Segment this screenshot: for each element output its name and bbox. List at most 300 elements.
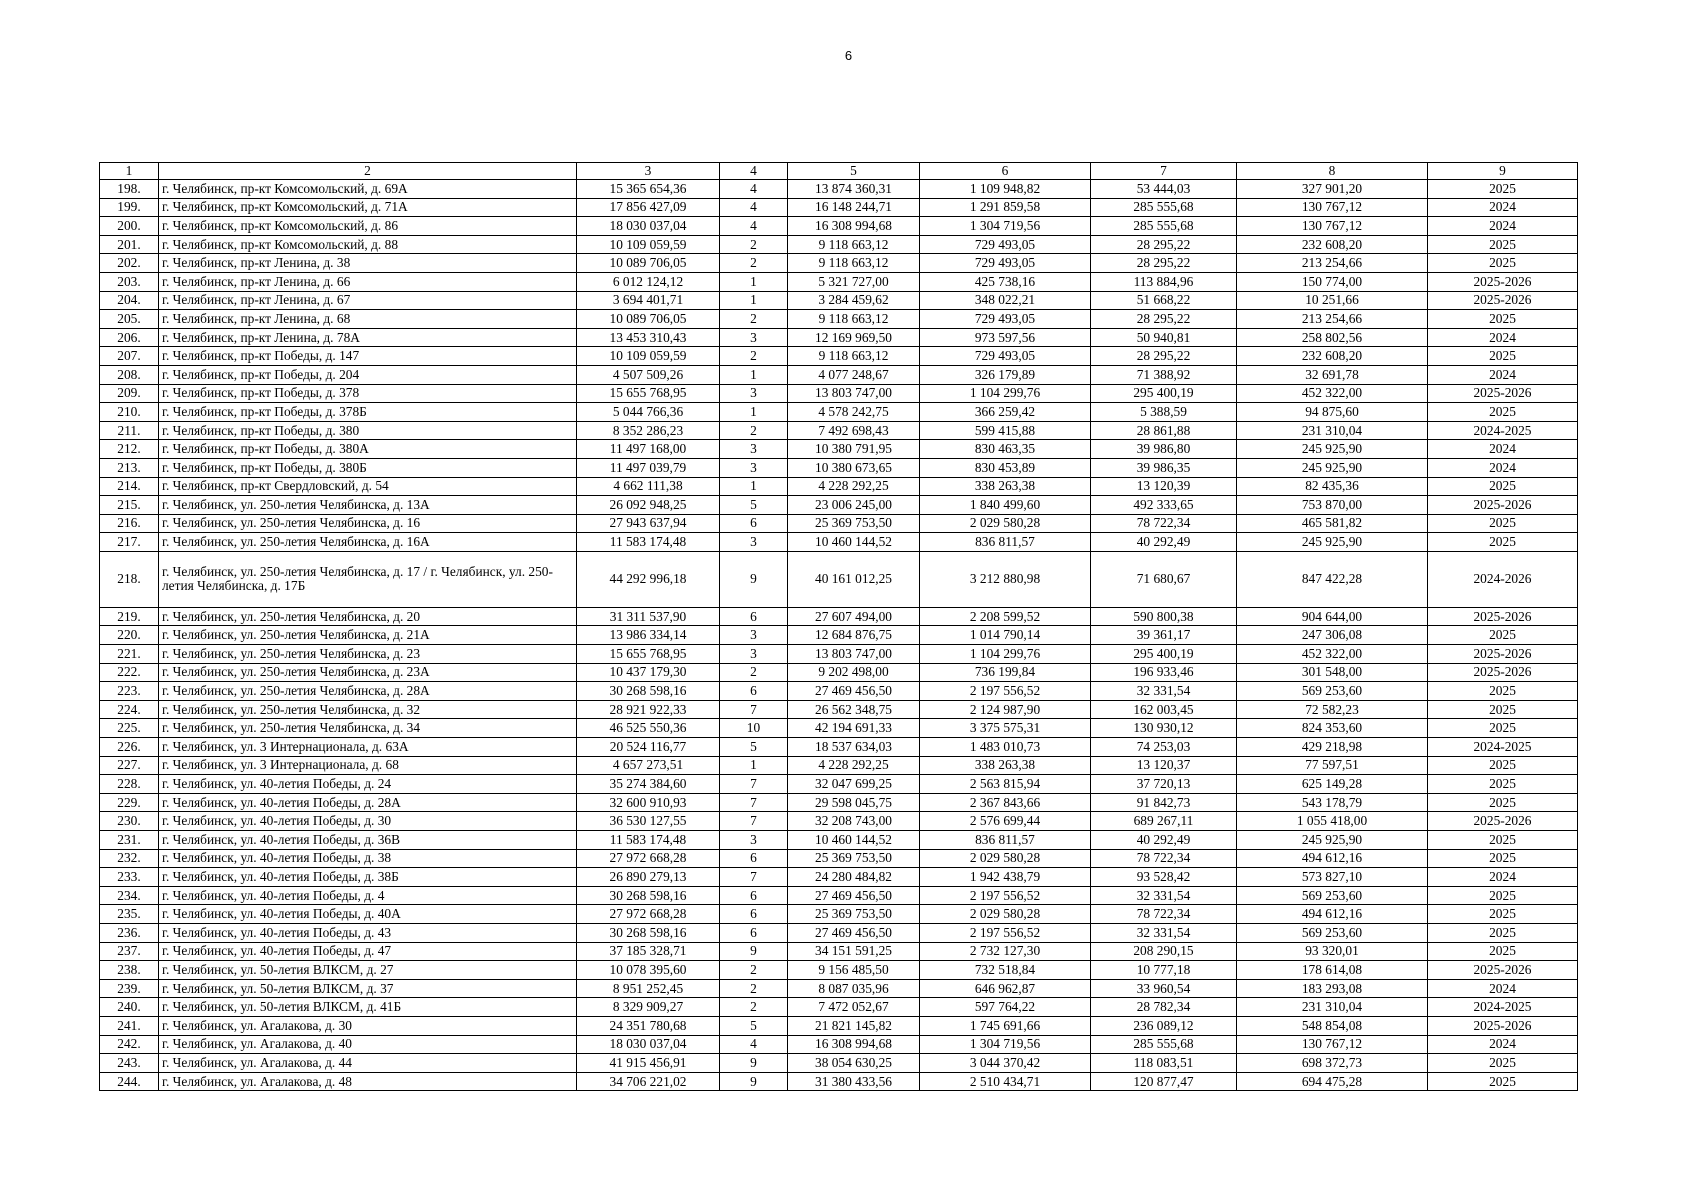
table-cell: 30 268 598,16	[577, 923, 720, 942]
table-cell: 689 267,11	[1091, 812, 1237, 831]
table-cell: 2024	[1428, 198, 1578, 217]
table-row	[100, 886, 1578, 905]
table-cell: 3	[720, 440, 788, 459]
table-cell: 2025	[1428, 793, 1578, 812]
table-cell: г. Челябинск, ул. 250-летия Челябинска, д. 28А	[159, 682, 577, 701]
table-cell: 338 263,38	[920, 756, 1091, 775]
table-cell: г. Челябинск, пр-кт Ленина, д. 68	[159, 310, 577, 329]
table-cell: г. Челябинск, ул. 40-летия Победы, д. 4	[159, 886, 577, 905]
table-cell: г. Челябинск, ул. Агалакова, д. 40	[159, 1035, 577, 1054]
table-cell: 5	[720, 1016, 788, 1035]
table-cell: 78 722,34	[1091, 514, 1237, 533]
table-cell: 2025	[1428, 533, 1578, 552]
table-cell: 39 986,35	[1091, 458, 1237, 477]
table-row	[100, 1035, 1578, 1054]
table-cell: 30 268 598,16	[577, 886, 720, 905]
table-cell: 10 089 706,05	[577, 310, 720, 329]
table-cell: г. Челябинск, пр-кт Ленина, д. 67	[159, 291, 577, 310]
table-row	[100, 719, 1578, 738]
table-cell: 4 578 242,75	[788, 403, 920, 422]
table-cell: 2025	[1428, 849, 1578, 868]
column-number-cell: 3	[577, 163, 720, 180]
table-row	[100, 756, 1578, 775]
table-cell: 231 310,04	[1237, 998, 1428, 1017]
table-cell: 15 655 768,95	[577, 645, 720, 664]
table-cell: г. Челябинск, пр-кт Комсомольский, д. 88	[159, 235, 577, 254]
table-cell: 2025	[1428, 942, 1578, 961]
table-cell: 830 463,35	[920, 440, 1091, 459]
table-cell: 28 295,22	[1091, 235, 1237, 254]
table-cell: 32 208 743,00	[788, 812, 920, 831]
table-cell: г. Челябинск, ул. 250-летия Челябинска, д. 32	[159, 700, 577, 719]
table-cell: 10 089 706,05	[577, 254, 720, 273]
table-cell: 2 563 815,94	[920, 775, 1091, 794]
table-cell: 2025	[1428, 235, 1578, 254]
table-row	[100, 923, 1578, 942]
table-cell: 2024	[1428, 868, 1578, 887]
table-cell: 2	[720, 235, 788, 254]
table-cell: 10 380 673,65	[788, 458, 920, 477]
table-cell: 2	[720, 421, 788, 440]
table-cell: 729 493,05	[920, 310, 1091, 329]
table-cell: 208 290,15	[1091, 942, 1237, 961]
table-cell: 245 925,90	[1237, 831, 1428, 850]
table-cell: 226.	[100, 738, 159, 757]
table-cell: 238.	[100, 961, 159, 980]
table-cell: 2024	[1428, 1035, 1578, 1054]
table-cell: г. Челябинск, ул. 40-летия Победы, д. 30	[159, 812, 577, 831]
table-cell: 2025	[1428, 310, 1578, 329]
table-cell: г. Челябинск, ул. 40-летия Победы, д. 47	[159, 942, 577, 961]
table-cell: 28 921 922,33	[577, 700, 720, 719]
table-cell: 2025	[1428, 403, 1578, 422]
table-cell: 904 644,00	[1237, 607, 1428, 626]
table-cell: 2024-2025	[1428, 738, 1578, 757]
table-row	[100, 1016, 1578, 1035]
table-cell: 2	[720, 979, 788, 998]
table-cell: 2025	[1428, 254, 1578, 273]
table-cell: 237.	[100, 942, 159, 961]
table-cell: г. Челябинск, ул. 250-летия Челябинска, д. 16А	[159, 533, 577, 552]
table-cell: 130 767,12	[1237, 198, 1428, 217]
table-cell: г. Челябинск, пр-кт Комсомольский, д. 86	[159, 217, 577, 236]
table-cell: 543 178,79	[1237, 793, 1428, 812]
table-cell: 10 109 059,59	[577, 347, 720, 366]
table-cell: 224.	[100, 700, 159, 719]
table-cell: 452 322,00	[1237, 384, 1428, 403]
table-row	[100, 942, 1578, 961]
table-cell: 32 691,78	[1237, 365, 1428, 384]
table-cell: 9 202 498,00	[788, 663, 920, 682]
table-cell: г. Челябинск, пр-кт Ленина, д. 66	[159, 272, 577, 291]
table-cell: 285 555,68	[1091, 1035, 1237, 1054]
table-cell: 569 253,60	[1237, 682, 1428, 701]
table-cell: 9	[720, 551, 788, 607]
table-cell: г. Челябинск, пр-кт Ленина, д. 78А	[159, 328, 577, 347]
table-cell: 223.	[100, 682, 159, 701]
table-cell: 3 694 401,71	[577, 291, 720, 310]
table-cell: 214.	[100, 477, 159, 496]
table-cell: 4	[720, 180, 788, 199]
table-cell: 6 012 124,12	[577, 272, 720, 291]
table-cell: 207.	[100, 347, 159, 366]
table-cell: 200.	[100, 217, 159, 236]
table-cell: 28 295,22	[1091, 254, 1237, 273]
table-cell: 32 331,54	[1091, 886, 1237, 905]
table-cell: 204.	[100, 291, 159, 310]
table-row	[100, 849, 1578, 868]
table-cell: 6	[720, 886, 788, 905]
table-cell: 2025	[1428, 719, 1578, 738]
table-cell: 29 598 045,75	[788, 793, 920, 812]
table-cell: 26 092 948,25	[577, 496, 720, 515]
table-cell: 27 943 637,94	[577, 514, 720, 533]
column-number-cell: 8	[1237, 163, 1428, 180]
table-cell: 244.	[100, 1072, 159, 1091]
table-cell: 2024	[1428, 328, 1578, 347]
table-cell: 93 320,01	[1237, 942, 1428, 961]
table-cell: 20 524 116,77	[577, 738, 720, 757]
table-cell: 4	[720, 198, 788, 217]
table-cell: 27 469 456,50	[788, 886, 920, 905]
table-cell: 3	[720, 533, 788, 552]
table-cell: г. Челябинск, пр-кт Комсомольский, д. 69А	[159, 180, 577, 199]
table-cell: 13 120,39	[1091, 477, 1237, 496]
table-row	[100, 812, 1578, 831]
table-cell: 694 475,28	[1237, 1072, 1428, 1091]
table-cell: 7	[720, 812, 788, 831]
table-cell: 32 600 910,93	[577, 793, 720, 812]
table-cell: 2 732 127,30	[920, 942, 1091, 961]
table-cell: 21 821 145,82	[788, 1016, 920, 1035]
table-cell: 25 369 753,50	[788, 905, 920, 924]
table-cell: 213.	[100, 458, 159, 477]
table-cell: 27 972 668,28	[577, 905, 720, 924]
column-number-cell: 4	[720, 163, 788, 180]
table-cell: 3	[720, 645, 788, 664]
table-row	[100, 458, 1578, 477]
table-cell: 732 518,84	[920, 961, 1091, 980]
table-cell: 236.	[100, 923, 159, 942]
table-cell: 2 029 580,28	[920, 849, 1091, 868]
table-cell: 11 583 174,48	[577, 831, 720, 850]
column-number-cell: 6	[920, 163, 1091, 180]
table-cell: 211.	[100, 421, 159, 440]
table-cell: 569 253,60	[1237, 886, 1428, 905]
table-cell: г. Челябинск, ул. 250-летия Челябинска, д. 23	[159, 645, 577, 664]
table-cell: г. Челябинск, пр-кт Комсомольский, д. 71А	[159, 198, 577, 217]
table-cell: 222.	[100, 663, 159, 682]
table-cell: 130 767,12	[1237, 217, 1428, 236]
table-row	[100, 272, 1578, 291]
table-cell: 1 055 418,00	[1237, 812, 1428, 831]
table-cell: 3 212 880,98	[920, 551, 1091, 607]
table-cell: 2025-2026	[1428, 496, 1578, 515]
table-cell: 9	[720, 1054, 788, 1073]
table-cell: 220.	[100, 626, 159, 645]
table-cell: 2 208 599,52	[920, 607, 1091, 626]
table-cell: 1 304 719,56	[920, 217, 1091, 236]
table-cell: 53 444,03	[1091, 180, 1237, 199]
table-cell: 698 372,73	[1237, 1054, 1428, 1073]
table-cell: 15 365 654,36	[577, 180, 720, 199]
table-cell: 4	[720, 217, 788, 236]
table-cell: 247 306,08	[1237, 626, 1428, 645]
table-cell: 9	[720, 1072, 788, 1091]
table-cell: 196 933,46	[1091, 663, 1237, 682]
table-cell: 231.	[100, 831, 159, 850]
table-cell: 729 493,05	[920, 347, 1091, 366]
table-cell: 9	[720, 942, 788, 961]
table-cell: г. Челябинск, ул. 40-летия Победы, д. 28А	[159, 793, 577, 812]
table-cell: 9 118 663,12	[788, 347, 920, 366]
table-row	[100, 645, 1578, 664]
registry-table	[99, 162, 1578, 1091]
table-row	[100, 738, 1578, 757]
column-number-cell: 5	[788, 163, 920, 180]
table-cell: 44 292 996,18	[577, 551, 720, 607]
table-cell: г. Челябинск, ул. 50-летия ВЛКСМ, д. 27	[159, 961, 577, 980]
table-row	[100, 607, 1578, 626]
table-cell: 6	[720, 607, 788, 626]
table-cell: 16 308 994,68	[788, 217, 920, 236]
table-cell: 836 811,57	[920, 831, 1091, 850]
table-row	[100, 682, 1578, 701]
table-cell: 213 254,66	[1237, 254, 1428, 273]
table-cell: 295 400,19	[1091, 645, 1237, 664]
table-cell: 2025	[1428, 905, 1578, 924]
table-cell: 973 597,56	[920, 328, 1091, 347]
table-cell: 11 497 168,00	[577, 440, 720, 459]
table-cell: 1 104 299,76	[920, 645, 1091, 664]
table-cell: 78 722,34	[1091, 849, 1237, 868]
table-cell: 1	[720, 291, 788, 310]
table-cell: 2024-2026	[1428, 551, 1578, 607]
column-number-cell: 9	[1428, 163, 1578, 180]
table-cell: 3	[720, 458, 788, 477]
table-row	[100, 514, 1578, 533]
table-cell: 7	[720, 793, 788, 812]
table-cell: 16 308 994,68	[788, 1035, 920, 1054]
table-cell: 2	[720, 961, 788, 980]
table-row	[100, 700, 1578, 719]
table-cell: г. Челябинск, ул. 250-летия Челябинска, д. 16	[159, 514, 577, 533]
table-cell: 31 380 433,56	[788, 1072, 920, 1091]
column-number-cell: 1	[100, 163, 159, 180]
table-cell: 41 915 456,91	[577, 1054, 720, 1073]
table-cell: г. Челябинск, пр-кт Победы, д. 380А	[159, 440, 577, 459]
table-cell: г. Челябинск, пр-кт Победы, д. 380	[159, 421, 577, 440]
table-cell: г. Челябинск, ул. 250-летия Челябинска, д. 34	[159, 719, 577, 738]
table-cell: 13 453 310,43	[577, 328, 720, 347]
table-row	[100, 663, 1578, 682]
table-cell: 9 118 663,12	[788, 235, 920, 254]
table-row	[100, 421, 1578, 440]
table-cell: 2	[720, 347, 788, 366]
table-cell: 34 706 221,02	[577, 1072, 720, 1091]
table-cell: 94 875,60	[1237, 403, 1428, 422]
table-cell: 71 680,67	[1091, 551, 1237, 607]
table-cell: 3	[720, 328, 788, 347]
table-cell: г. Челябинск, ул. 40-летия Победы, д. 24	[159, 775, 577, 794]
table-cell: г. Челябинск, пр-кт Победы, д. 378Б	[159, 403, 577, 422]
column-number-cell: 2	[159, 163, 577, 180]
table-cell: 366 259,42	[920, 403, 1091, 422]
table-cell: 6	[720, 682, 788, 701]
table-cell: 1 483 010,73	[920, 738, 1091, 757]
table-cell: 8 087 035,96	[788, 979, 920, 998]
table-cell: 221.	[100, 645, 159, 664]
table-cell: 241.	[100, 1016, 159, 1035]
table-cell: 234.	[100, 886, 159, 905]
table-cell: 1 304 719,56	[920, 1035, 1091, 1054]
table-cell: 10 460 144,52	[788, 831, 920, 850]
table-cell: 6	[720, 514, 788, 533]
table-cell: 6	[720, 905, 788, 924]
table-cell: 232 608,20	[1237, 235, 1428, 254]
table-cell: 625 149,28	[1237, 775, 1428, 794]
table-cell: 5	[720, 738, 788, 757]
table-row	[100, 328, 1578, 347]
table-cell: 130 930,12	[1091, 719, 1237, 738]
table-cell: 9 118 663,12	[788, 310, 920, 329]
table-cell: 2	[720, 663, 788, 682]
table-cell: 3	[720, 626, 788, 645]
table-cell: 31 311 537,90	[577, 607, 720, 626]
table-cell: 258 802,56	[1237, 328, 1428, 347]
table-row	[100, 198, 1578, 217]
table-cell: 16 148 244,71	[788, 198, 920, 217]
table-cell: 232.	[100, 849, 159, 868]
table-cell: г. Челябинск, пр-кт Победы, д. 204	[159, 365, 577, 384]
table-cell: 736 199,84	[920, 663, 1091, 682]
table-cell: 7	[720, 700, 788, 719]
table-cell: 4 228 292,25	[788, 756, 920, 775]
table-cell: 3 284 459,62	[788, 291, 920, 310]
table-cell: 10 460 144,52	[788, 533, 920, 552]
table-cell: 7 472 052,67	[788, 998, 920, 1017]
table-cell: 2025-2026	[1428, 645, 1578, 664]
table-cell: 5 321 727,00	[788, 272, 920, 291]
table-cell: 2	[720, 998, 788, 1017]
table-cell: 2024	[1428, 365, 1578, 384]
table-cell: 2025-2026	[1428, 384, 1578, 403]
table-cell: 2025	[1428, 514, 1578, 533]
table-cell: 301 548,00	[1237, 663, 1428, 682]
table-cell: 35 274 384,60	[577, 775, 720, 794]
table-cell: 2025	[1428, 923, 1578, 942]
table-cell: 27 469 456,50	[788, 923, 920, 942]
table-cell: 218.	[100, 551, 159, 607]
table-cell: 494 612,16	[1237, 905, 1428, 924]
table-row	[100, 291, 1578, 310]
table-cell: 2 029 580,28	[920, 514, 1091, 533]
table-cell: 285 555,68	[1091, 217, 1237, 236]
table-cell: 24 280 484,82	[788, 868, 920, 887]
table-cell: 7 492 698,43	[788, 421, 920, 440]
table-cell: 213 254,66	[1237, 310, 1428, 329]
table-row	[100, 905, 1578, 924]
table-cell: 4 657 273,51	[577, 756, 720, 775]
table-cell: 11 497 039,79	[577, 458, 720, 477]
table-cell: 212.	[100, 440, 159, 459]
table-cell: 2024	[1428, 458, 1578, 477]
table-cell: 5 044 766,36	[577, 403, 720, 422]
table-cell: 12 684 876,75	[788, 626, 920, 645]
table-cell: 10 437 179,30	[577, 663, 720, 682]
table-cell: 13 803 747,00	[788, 645, 920, 664]
table-cell: 72 582,23	[1237, 700, 1428, 719]
table-cell: 13 874 360,31	[788, 180, 920, 199]
table-cell: 7	[720, 775, 788, 794]
table-cell: 2 510 434,71	[920, 1072, 1091, 1091]
table-row	[100, 533, 1578, 552]
table-cell: 15 655 768,95	[577, 384, 720, 403]
table-cell: 203.	[100, 272, 159, 291]
table-cell: 25 369 753,50	[788, 849, 920, 868]
table-cell: г. Челябинск, пр-кт Победы, д. 380Б	[159, 458, 577, 477]
table-cell: 646 962,87	[920, 979, 1091, 998]
table-cell: 1	[720, 272, 788, 291]
table-cell: 2 367 843,66	[920, 793, 1091, 812]
table-cell: г. Челябинск, ул. 40-летия Победы, д. 38	[159, 849, 577, 868]
table-cell: 1 745 691,66	[920, 1016, 1091, 1035]
table-cell: 37 185 328,71	[577, 942, 720, 961]
table-cell: 8 329 909,27	[577, 998, 720, 1017]
table-cell: 2025-2026	[1428, 291, 1578, 310]
table-cell: 830 453,89	[920, 458, 1091, 477]
table-cell: 199.	[100, 198, 159, 217]
table-cell: 8 352 286,23	[577, 421, 720, 440]
table-cell: 93 528,42	[1091, 868, 1237, 887]
table-cell: 225.	[100, 719, 159, 738]
table-cell: 36 530 127,55	[577, 812, 720, 831]
table-cell: 39 986,80	[1091, 440, 1237, 459]
table-cell: 2025	[1428, 180, 1578, 199]
table-cell: 28 295,22	[1091, 310, 1237, 329]
table-cell: 198.	[100, 180, 159, 199]
table-cell: 2 197 556,52	[920, 682, 1091, 701]
table-cell: 2024-2025	[1428, 421, 1578, 440]
table-cell: 6	[720, 923, 788, 942]
table-cell: 2024-2025	[1428, 998, 1578, 1017]
table-cell: 24 351 780,68	[577, 1016, 720, 1035]
table-cell: 2025-2026	[1428, 607, 1578, 626]
table-cell: 11 583 174,48	[577, 533, 720, 552]
table-cell: 28 861,88	[1091, 421, 1237, 440]
table-cell: г. Челябинск, ул. 3 Интернационала, д. 63А	[159, 738, 577, 757]
table-cell: г. Челябинск, ул. 40-летия Победы, д. 40А	[159, 905, 577, 924]
table-cell: 239.	[100, 979, 159, 998]
table-cell: 235.	[100, 905, 159, 924]
table-cell: 227.	[100, 756, 159, 775]
table-cell: 23 006 245,00	[788, 496, 920, 515]
table-cell: 233.	[100, 868, 159, 887]
table-cell: 229.	[100, 793, 159, 812]
table-cell: 245 925,90	[1237, 440, 1428, 459]
table-cell: 5	[720, 496, 788, 515]
table-cell: 74 253,03	[1091, 738, 1237, 757]
table-cell: 2025	[1428, 886, 1578, 905]
table-cell: 27 469 456,50	[788, 682, 920, 701]
table-cell: 216.	[100, 514, 159, 533]
table-cell: 27 972 668,28	[577, 849, 720, 868]
table-cell: 2024	[1428, 217, 1578, 236]
table-cell: 34 151 591,25	[788, 942, 920, 961]
table-cell: 2025	[1428, 700, 1578, 719]
table-row	[100, 384, 1578, 403]
table-cell: 39 361,17	[1091, 626, 1237, 645]
